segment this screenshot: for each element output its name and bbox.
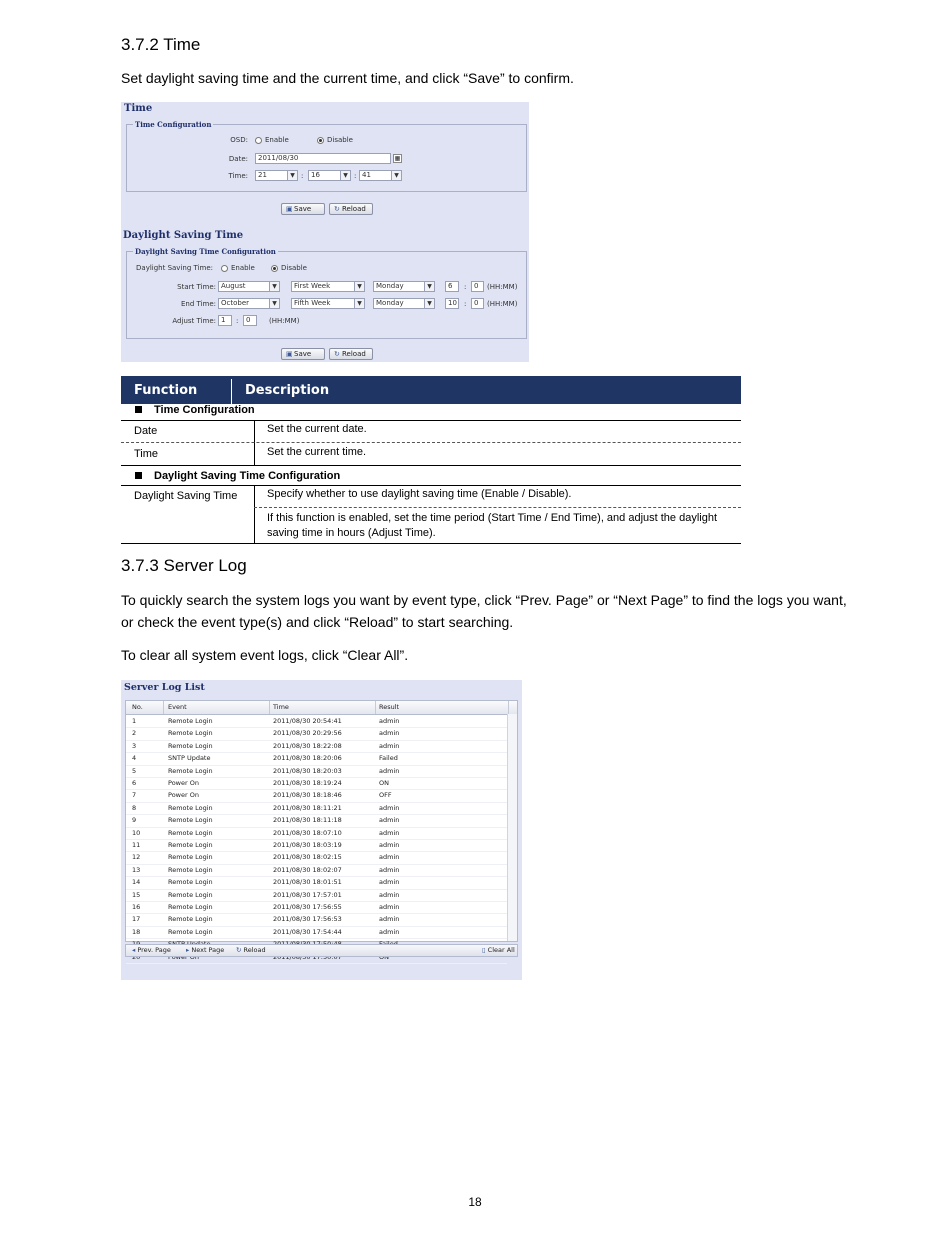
log-cell-no: 17	[132, 915, 141, 924]
log-cell-time: 2011/08/30 18:18:46	[273, 791, 342, 800]
server-log-intro: To quickly search the system logs you want by event type, click “Prev. Page” or “Next Page” to find the logs you want, or check the event type(s) and click “Reload” to start searching.	[121, 592, 847, 630]
time-config-legend: Time Configuration	[135, 120, 212, 129]
osd-disable-radio[interactable]	[317, 137, 324, 144]
log-cell-event: Remote Login	[168, 803, 213, 812]
log-cell-time: 2011/08/30 18:07:10	[273, 828, 342, 837]
time-colon: :	[301, 172, 304, 180]
log-reload-button[interactable]: ↻ Reload	[236, 946, 266, 954]
page-number: 18	[468, 1195, 482, 1209]
dst-disable-label: Disable	[281, 264, 307, 272]
col-description: Description	[245, 383, 330, 398]
log-cell-time: 2011/08/30 18:02:07	[273, 865, 342, 874]
function-table-header	[121, 376, 741, 404]
log-cell-no: 15	[132, 890, 141, 899]
log-cell-time: 2011/08/30 20:29:56	[273, 729, 342, 738]
log-cell-result: admin	[379, 927, 400, 936]
date-input[interactable]: 2011/08/30	[255, 153, 391, 164]
log-cell-result: admin	[379, 878, 400, 887]
dst-enable-label: Enable	[231, 264, 255, 272]
log-col-time: Time	[273, 703, 289, 711]
log-col-result: Result	[379, 703, 400, 711]
dst-function: Daylight Saving Time	[134, 490, 238, 502]
log-footer-toolbar	[125, 944, 518, 957]
end-time-label: End Time:	[180, 300, 216, 308]
date-function: Date	[134, 425, 158, 437]
log-col-event: Event	[168, 703, 187, 711]
log-cell-result: admin	[379, 915, 400, 924]
section-heading-time: 3.7.2 Time	[121, 35, 201, 54]
log-cell-event: Remote Login	[168, 741, 213, 750]
osd-enable-radio[interactable]	[255, 137, 262, 144]
col-function: Function	[134, 383, 198, 398]
table-row[interactable]	[126, 864, 507, 877]
log-cell-event: Remote Login	[168, 828, 213, 837]
adjust-hhmm-hint: (HH:MM)	[269, 317, 300, 325]
bullet-icon	[135, 406, 142, 413]
server-log-clear-text: To clear all system event logs, click “Clear All”.	[121, 647, 409, 663]
end-minute-input[interactable]: 0	[471, 298, 484, 309]
log-cell-event: Remote Login	[168, 927, 213, 936]
log-cell-event: Remote Login	[168, 890, 213, 899]
log-cell-no: 16	[132, 903, 141, 911]
log-cell-event: Remote Login	[168, 766, 213, 775]
chevron-down-icon: ▼	[354, 282, 364, 291]
end-day-select[interactable]: Monday ▼	[373, 298, 435, 309]
trash-icon: ▯	[482, 946, 488, 954]
server-log-table	[125, 700, 518, 942]
time-settings-panel	[121, 102, 529, 362]
table-row[interactable]	[126, 839, 507, 852]
save-button[interactable]: ▣Save	[281, 203, 325, 215]
log-cell-result: admin	[379, 853, 400, 862]
dst-reload-button[interactable]: ↻ Reload	[329, 348, 373, 360]
chevron-down-icon: ▼	[391, 171, 401, 180]
log-cell-time: 2011/08/30 17:54:44	[273, 927, 342, 936]
log-cell-result: OFF	[379, 791, 392, 800]
save-icon: ▣	[286, 205, 293, 213]
server-log-panel	[121, 680, 522, 980]
log-cell-no: 1	[132, 717, 137, 725]
reload-icon: ↻	[334, 350, 340, 358]
log-cell-time: 2011/08/30 18:11:18	[273, 816, 342, 825]
log-cell-result: admin	[379, 816, 400, 825]
chevron-down-icon: ▼	[424, 282, 434, 291]
table-row[interactable]	[126, 913, 507, 926]
start-hhmm-hint: (HH:MM)	[487, 283, 518, 291]
log-cell-no: 4	[132, 754, 137, 763]
dst-save-button[interactable]: ▣Save	[281, 348, 325, 360]
log-cell-result: admin	[379, 803, 400, 812]
section-row-time-config: Time Configuration	[121, 404, 741, 416]
log-cell-event: SNTP Update	[168, 754, 211, 763]
next-page-button[interactable]: ▸ Next Page	[186, 946, 225, 954]
start-month-select[interactable]: August ▼	[218, 281, 280, 292]
log-cell-event: Power On	[168, 779, 199, 787]
table-row[interactable]	[126, 876, 507, 889]
log-cell-no: 8	[132, 803, 137, 812]
arrow-right-icon: ▸	[186, 946, 192, 954]
chevron-down-icon: ▼	[269, 299, 279, 308]
minute-select[interactable]: 16 ▼	[308, 170, 351, 181]
time-description: Set the current time.	[267, 446, 367, 458]
log-cell-event: Remote Login	[168, 853, 213, 862]
log-cell-result: admin	[379, 828, 400, 837]
table-row[interactable]	[126, 926, 507, 939]
table-row[interactable]	[126, 901, 507, 914]
log-cell-result: ON	[379, 779, 389, 787]
table-row[interactable]	[126, 802, 507, 815]
start-minute-input[interactable]: 0	[471, 281, 484, 292]
osd-label: OSD:	[230, 136, 248, 144]
dst-label: Daylight Saving Time:	[136, 264, 213, 272]
table-row[interactable]	[126, 752, 507, 765]
log-cell-time: 2011/08/30 18:01:51	[273, 878, 342, 887]
dst-description-1: Specify whether to use daylight saving time (Enable / Disable).	[267, 488, 572, 500]
time-label: Time:	[228, 172, 248, 180]
osd-disable-label: Disable	[327, 136, 353, 144]
date-description: Set the current date.	[267, 423, 367, 435]
chevron-down-icon: ▼	[340, 171, 350, 180]
function-table	[121, 376, 741, 544]
log-cell-event: Remote Login	[168, 903, 213, 911]
log-cell-no: 12	[132, 853, 141, 862]
chevron-down-icon: ▼	[354, 299, 364, 308]
section-row-dst-config: Daylight Saving Time Configuration	[121, 470, 741, 482]
reload-icon: ↻	[334, 205, 340, 213]
bullet-icon	[135, 472, 142, 479]
log-cell-no: 6	[132, 779, 137, 787]
log-scrollbar[interactable]	[507, 714, 517, 941]
table-row[interactable]	[126, 765, 507, 778]
adjust-minute-input[interactable]: 0	[243, 315, 257, 326]
second-select[interactable]: 41 ▼	[359, 170, 402, 181]
log-cell-time: 2011/08/30 18:20:03	[273, 766, 342, 775]
log-cell-event: Remote Login	[168, 878, 213, 887]
dst-enable-radio[interactable]	[221, 265, 228, 272]
end-hhmm-hint: (HH:MM)	[487, 300, 518, 308]
prev-page-button[interactable]: ◂ Prev. Page	[132, 946, 171, 954]
end-month-select[interactable]: October ▼	[218, 298, 280, 309]
server-log-title: Server Log List	[124, 682, 205, 693]
log-cell-no: 10	[132, 828, 141, 837]
table-row[interactable]	[126, 740, 507, 753]
adjust-hour-input[interactable]: 1	[218, 315, 232, 326]
table-row[interactable]	[126, 889, 507, 902]
log-cell-event: Remote Login	[168, 865, 213, 874]
table-row[interactable]	[126, 777, 507, 790]
chevron-down-icon: ▼	[424, 299, 434, 308]
end-colon: :	[464, 300, 467, 308]
log-cell-time: 2011/08/30 18:03:19	[273, 841, 342, 849]
log-cell-no: 3	[132, 741, 137, 750]
log-table-header	[126, 701, 517, 715]
start-colon: :	[464, 283, 467, 291]
chevron-down-icon: ▼	[269, 282, 279, 291]
log-cell-result: admin	[379, 741, 400, 750]
dst-disable-radio[interactable]	[271, 265, 278, 272]
osd-enable-label: Enable	[265, 136, 289, 144]
section-heading-server-log: 3.7.3 Server Log	[121, 556, 247, 575]
log-cell-no: 13	[132, 865, 141, 874]
time-panel-title: Time	[124, 103, 153, 114]
log-cell-event: Remote Login	[168, 729, 213, 738]
log-cell-time: 2011/08/30 17:57:01	[273, 890, 342, 899]
log-cell-no: 5	[132, 766, 137, 775]
log-cell-result: admin	[379, 865, 400, 874]
log-cell-no: 2	[132, 729, 137, 738]
dst-config-legend: Daylight Saving Time Configuration	[135, 247, 276, 256]
table-row[interactable]	[126, 789, 507, 802]
table-row[interactable]	[126, 851, 507, 864]
dst-config-group	[126, 247, 527, 339]
log-cell-no: 9	[132, 816, 137, 825]
log-cell-result: admin	[379, 903, 400, 911]
log-col-no: No.	[132, 703, 143, 711]
table-row[interactable]	[126, 827, 507, 840]
log-cell-time: 2011/08/30 18:20:06	[273, 754, 342, 763]
clear-all-button[interactable]: ▯ Clear All	[482, 946, 515, 954]
end-week-select[interactable]: Fifth Week ▼	[291, 298, 365, 309]
log-cell-result: admin	[379, 841, 400, 849]
dst-description-2: If this function is enabled, set the time period (Start Time / End Time), and adjust the daylight saving time in hours (Adjust Time).	[267, 512, 718, 539]
calendar-icon[interactable]: ▦	[394, 155, 401, 162]
start-hour-input[interactable]: 6	[445, 281, 459, 292]
log-cell-time: 2011/08/30 17:56:55	[273, 903, 342, 911]
log-cell-no: 11	[132, 841, 141, 849]
reload-button[interactable]: ↻ Reload	[329, 203, 373, 215]
hour-select[interactable]: 21 ▼	[255, 170, 298, 181]
log-cell-result: admin	[379, 890, 400, 899]
log-cell-event: Remote Login	[168, 816, 213, 825]
adjust-colon: :	[236, 317, 239, 325]
log-cell-event: Remote Login	[168, 717, 213, 725]
log-cell-event: Remote Login	[168, 841, 213, 849]
log-cell-no: 18	[132, 927, 141, 936]
chevron-down-icon: ▼	[287, 171, 297, 180]
log-cell-time: 2011/08/30 20:54:41	[273, 717, 342, 725]
log-cell-event: Remote Login	[168, 915, 213, 924]
dst-panel-title: Daylight Saving Time	[123, 230, 244, 241]
log-cell-result: admin	[379, 766, 400, 775]
start-day-select[interactable]: Monday ▼	[373, 281, 435, 292]
adjust-time-label: Adjust Time:	[172, 317, 216, 325]
log-cell-result: admin	[379, 717, 400, 725]
time-function: Time	[134, 448, 159, 460]
log-cell-time: 2011/08/30 18:02:15	[273, 853, 342, 862]
date-label: Date:	[228, 155, 248, 163]
start-time-label: Start Time:	[177, 283, 216, 291]
start-week-select[interactable]: First Week ▼	[291, 281, 365, 292]
log-cell-no: 7	[132, 791, 137, 800]
log-cell-result: Failed	[379, 754, 398, 763]
log-cell-no: 14	[132, 878, 141, 887]
time-colon: :	[354, 172, 357, 180]
save-icon: ▣	[286, 350, 293, 358]
log-cell-time: 2011/08/30 17:56:53	[273, 915, 342, 924]
time-intro-text: Set daylight saving time and the current time, and click “Save” to confirm.	[121, 70, 574, 86]
log-cell-time: 2011/08/30 18:11:21	[273, 803, 342, 812]
table-row[interactable]	[126, 727, 507, 740]
table-row[interactable]	[126, 814, 507, 827]
table-row[interactable]	[126, 715, 507, 728]
log-cell-result: admin	[379, 729, 400, 738]
arrow-left-icon: ◂	[132, 946, 138, 954]
log-cell-event: Power On	[168, 791, 199, 800]
reload-icon: ↻	[236, 946, 244, 954]
log-cell-time: 2011/08/30 18:19:24	[273, 779, 342, 787]
log-cell-time: 2011/08/30 18:22:08	[273, 741, 342, 750]
end-hour-input[interactable]: 10	[445, 298, 459, 309]
